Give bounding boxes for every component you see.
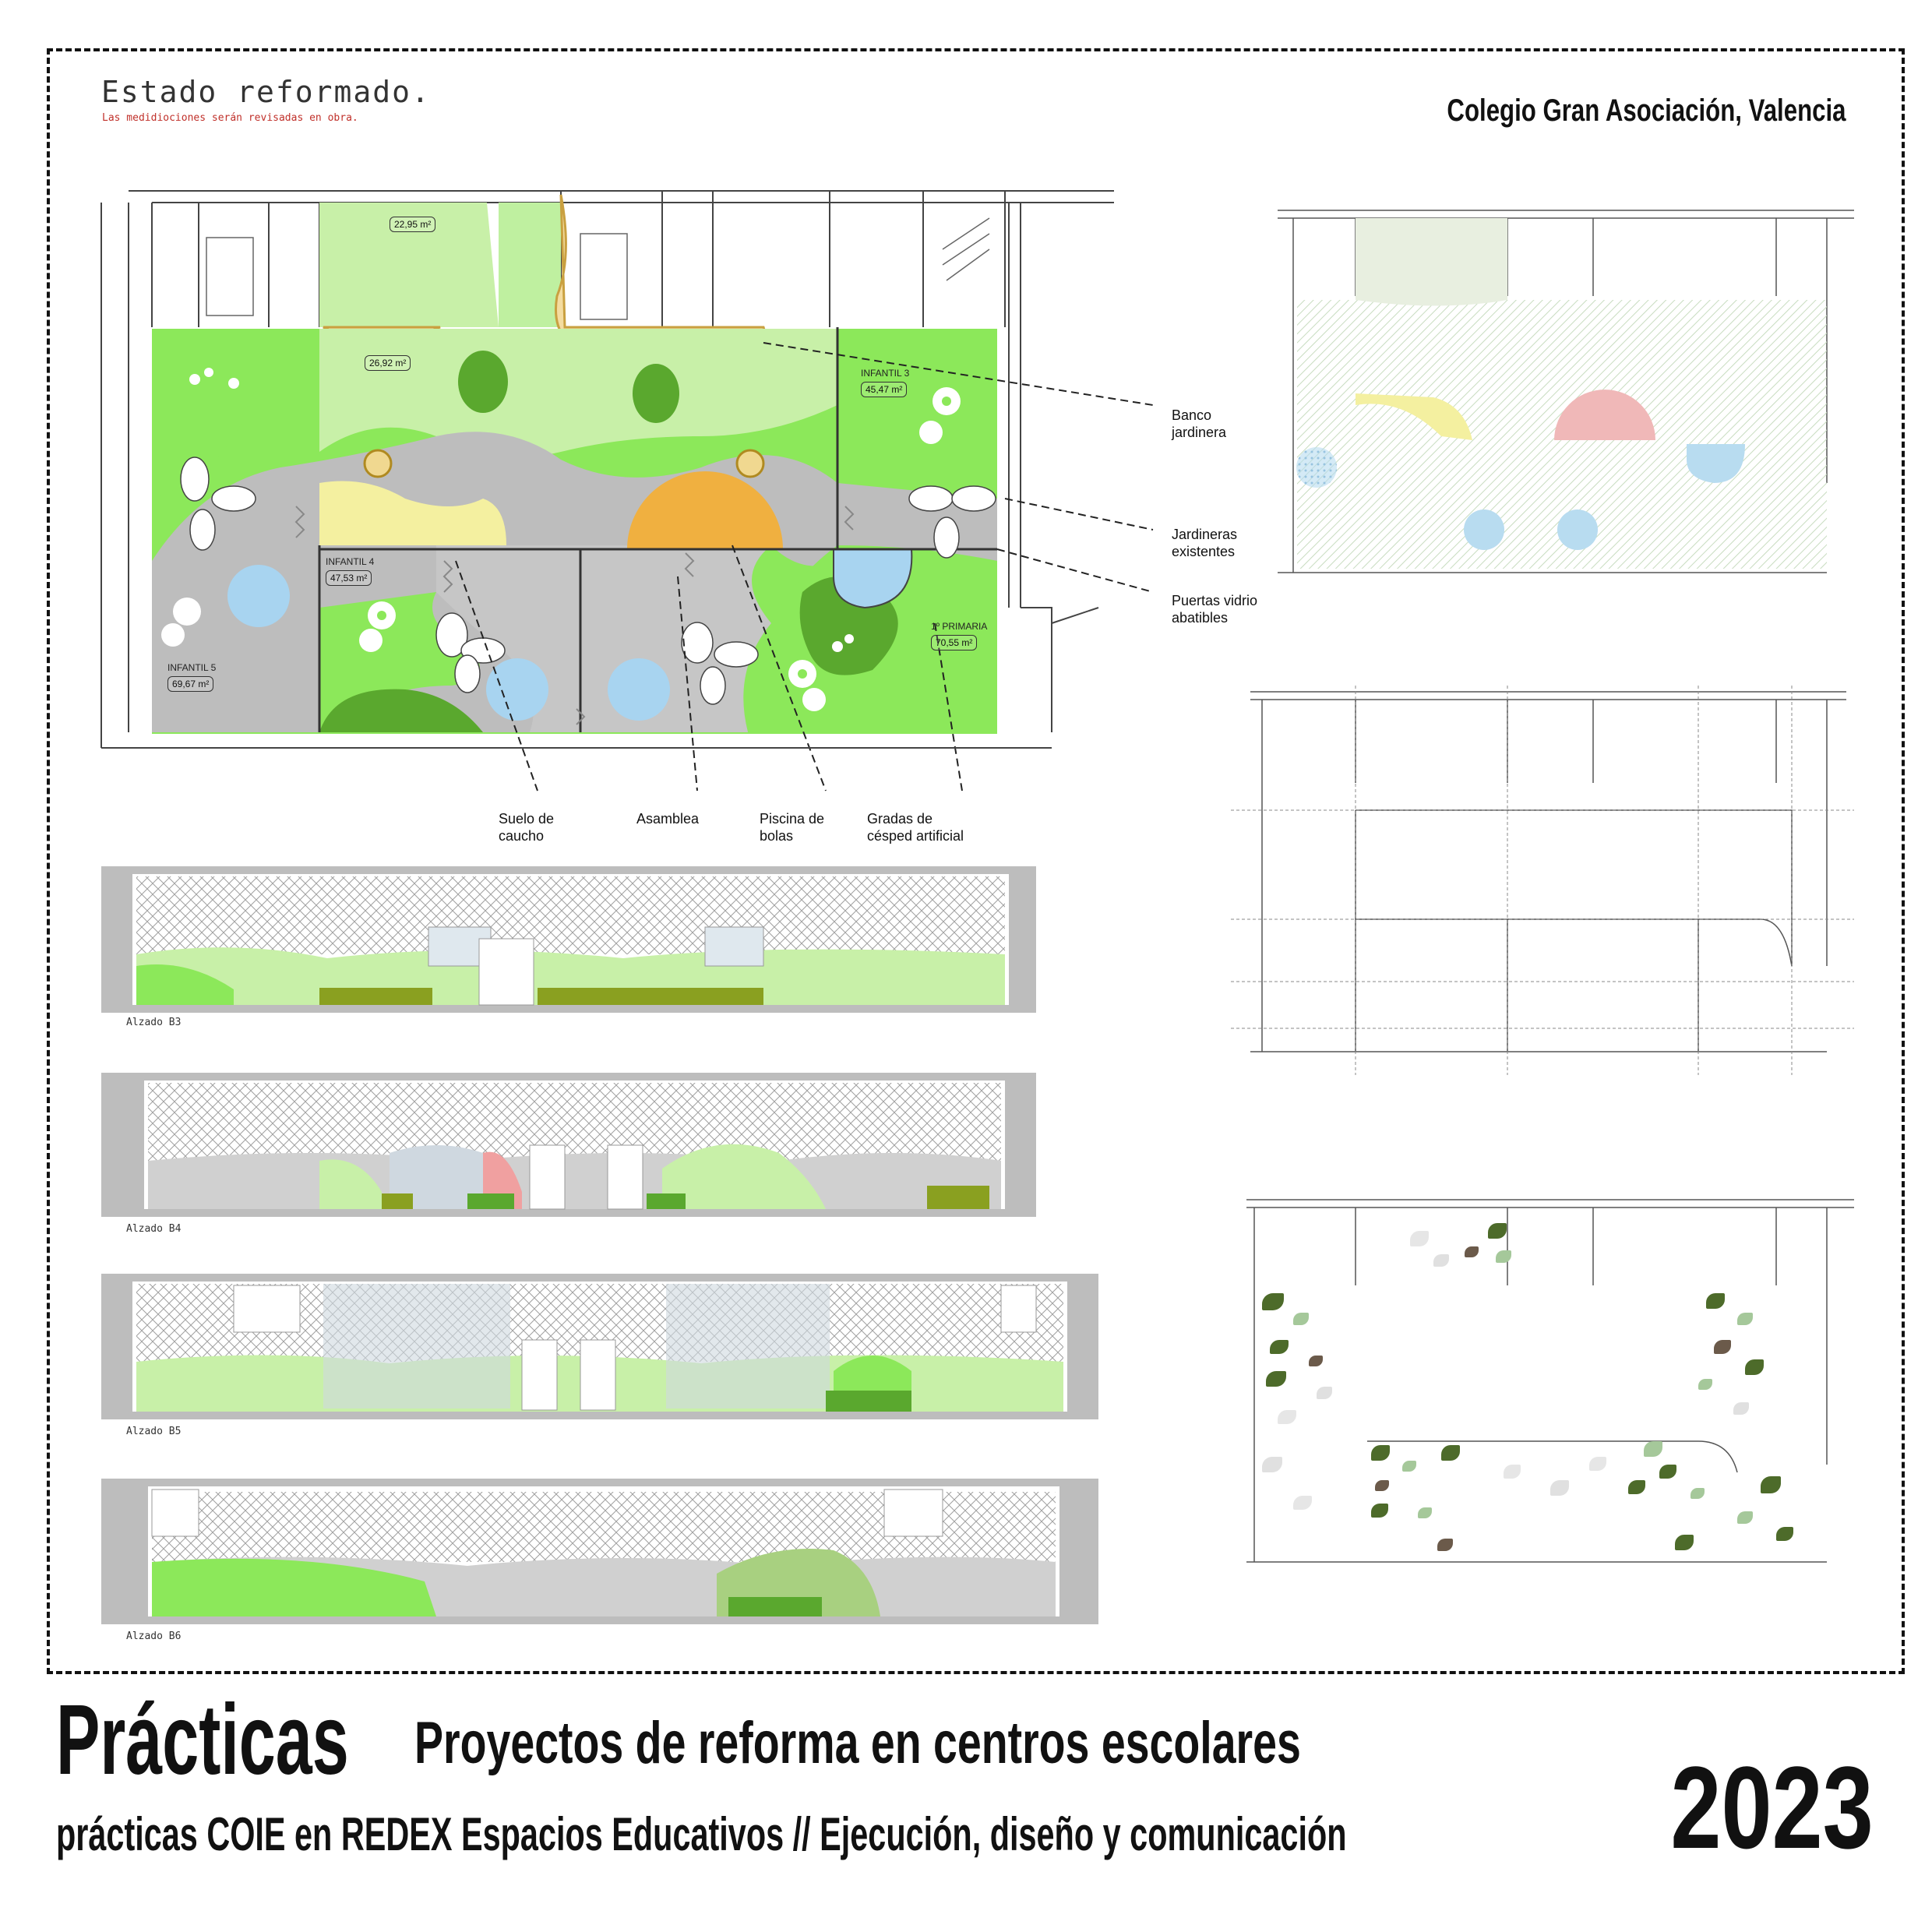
callout-jardineras: Jardineras existentes (1172, 527, 1238, 559)
elevation-b3 (101, 866, 1036, 1013)
area-box: 69,67 m² (167, 676, 213, 692)
footer-subtitle: Proyectos de reforma en centros escolares (414, 1710, 1301, 1776)
callout-asamblea: Asamblea (636, 811, 700, 827)
footer-year: 2023 (1670, 1742, 1874, 1873)
room-label: 1º PRIMARIA (931, 621, 988, 632)
footer-line2: prácticas COIE en REDEX Espacios Educativos // Ejecución, diseño y comunicación (56, 1808, 1347, 1860)
area-box: 22,95 m² (390, 217, 435, 232)
elevation-caption: Alzado B5 (126, 1426, 182, 1437)
callout-gradas: Gradas de césped artificial (867, 811, 964, 844)
elevation-b6 (101, 1479, 1098, 1624)
area-box: 47,53 m² (326, 570, 372, 586)
area-box: 45,47 m² (861, 382, 907, 397)
callout-puertas: Puertas vidrio abatibles (1172, 593, 1258, 626)
room-label: INFANTIL 5 (167, 662, 217, 673)
elevation-b5 (101, 1274, 1098, 1419)
elevation-caption: Alzado B6 (126, 1631, 182, 1642)
elevation-caption: Alzado B4 (126, 1223, 182, 1235)
elevation-b4 (101, 1073, 1036, 1217)
callout-banco: Banco jardinera (1172, 407, 1227, 440)
callout-suelo: Suelo de caucho (499, 811, 555, 844)
plan-title: Estado reformado. (101, 75, 431, 109)
elevation-caption: Alzado B3 (126, 1017, 182, 1028)
callout-piscina: Piscina de bolas (760, 811, 825, 844)
plan-subtitle: Las medidiociones serán revisadas en obra. (102, 112, 358, 124)
area-box: 26,92 m² (365, 355, 411, 371)
room-label: INFANTIL 4 (326, 556, 375, 567)
room-label: INFANTIL 3 (861, 368, 910, 379)
footer-title: Prácticas (56, 1684, 349, 1796)
area-box: 70,55 m² (931, 635, 977, 650)
school-name: Colegio Gran Asociación, Valencia (1447, 93, 1846, 128)
